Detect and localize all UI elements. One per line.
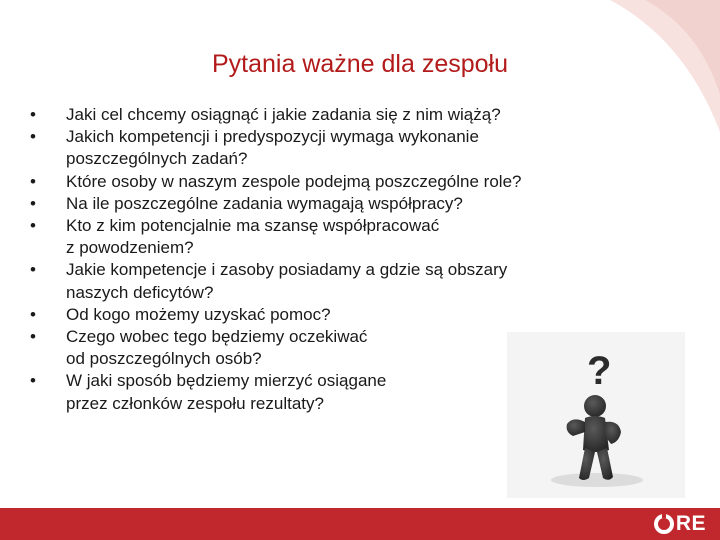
bullet-line: naszych deficytów?: [66, 282, 214, 302]
bullet-dot: •: [30, 105, 36, 124]
bullet-item: [28, 215, 668, 259]
footer-logo: [653, 511, 706, 537]
footer-bar: [0, 508, 720, 540]
bullet-item: [28, 171, 668, 193]
bullet-dot: •: [30, 260, 36, 280]
question-figure: [507, 332, 685, 498]
bullet-line: Które osoby w naszym zespole podejmą poszczególne role?: [66, 171, 522, 191]
bullet-dot: •: [30, 371, 36, 391]
bullet-item: [28, 126, 668, 170]
ore-logo-ring-icon: [653, 513, 675, 535]
bullet-line: Od kogo możemy uzyskać pomoc?: [66, 304, 331, 324]
bullet-item: [28, 104, 668, 126]
bullet-dot: •: [30, 216, 36, 236]
bullet-dot: •: [30, 327, 36, 347]
bullet-item: [28, 193, 668, 215]
bullet-item: [28, 304, 668, 326]
person-question-icon: [507, 332, 685, 498]
bullet-line: od poszczególnych osób?: [66, 349, 262, 369]
bullet-line: przez członków zespołu rezultaty?: [66, 393, 324, 413]
slide-title: Pytania ważne dla zespołu: [211, 50, 509, 78]
bullet-line: Na ile poszczególne zadania wymagają współpracy?: [66, 193, 463, 213]
bullet-line: Jakich kompetencji i predyspozycji wymaga wykonanie: [66, 127, 479, 147]
bullet-line: Jaki cel chcemy osiągnąć i jakie zadania się z nim wiążą?: [66, 105, 501, 124]
bullet-line: Kto z kim potencjalnie ma szansę współpracować: [66, 216, 440, 236]
bullet-item: [28, 259, 668, 303]
bullet-line: Czego wobec tego będziemy oczekiwać: [66, 327, 368, 347]
bullet-dot: •: [30, 193, 36, 213]
bullet-dot: •: [30, 171, 36, 191]
bullet-dot: •: [30, 304, 36, 324]
bullet-line: Jakie kompetencje i zasoby posiadamy a gdzie są obszary: [66, 260, 508, 280]
figure-question-mark: ?: [587, 349, 612, 393]
bullet-line: poszczególnych zadań?: [66, 149, 248, 169]
bullet-line: z powodzeniem?: [66, 238, 194, 258]
bullet-line: W jaki sposób będziemy mierzyć osiągane: [66, 371, 387, 391]
bullet-dot: •: [30, 127, 36, 147]
footer-logo-text: RE: [675, 512, 706, 535]
